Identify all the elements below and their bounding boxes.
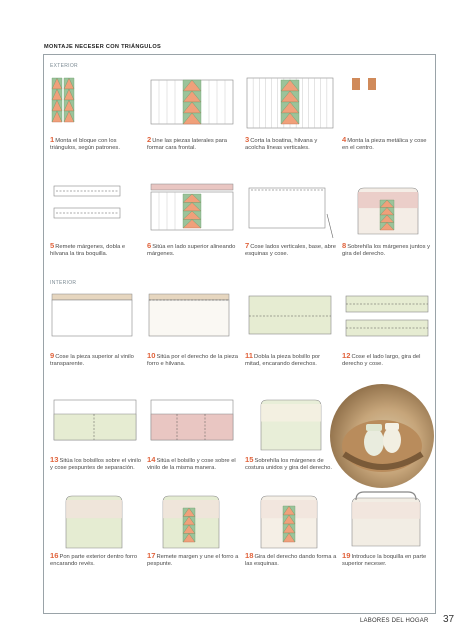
- step-9: [50, 288, 142, 368]
- step-illustration: [50, 178, 140, 240]
- step-number: 2: [147, 135, 152, 144]
- step-caption: [50, 136, 142, 152]
- step-number: 12: [342, 351, 351, 360]
- step-caption: [147, 552, 239, 568]
- step-caption: [50, 242, 142, 258]
- step-number: 19: [342, 551, 351, 560]
- step-caption: [147, 136, 239, 152]
- step-17: [147, 488, 239, 568]
- step-number: 17: [147, 551, 156, 560]
- step-caption: [245, 136, 337, 152]
- step-illustration: [342, 288, 432, 350]
- step-text: Cose lados verticales, base, abre esquinas y cose.: [245, 244, 336, 257]
- section-interior-label: INTERIOR: [50, 280, 77, 286]
- step-illustration: [50, 488, 140, 550]
- step-illustration: [245, 72, 335, 134]
- step-8: [342, 178, 434, 258]
- step-19: [342, 488, 434, 568]
- step-illustration: [245, 178, 335, 240]
- step-caption: [342, 242, 434, 258]
- step-illustration: [50, 392, 140, 454]
- step-caption: [245, 352, 337, 368]
- step-3: [245, 72, 337, 152]
- step-caption: [245, 456, 337, 472]
- step-16: [50, 488, 142, 568]
- step-text: Monta la pieza metálica y cose en el centro.: [342, 138, 427, 151]
- step-caption: [342, 352, 434, 368]
- step-text: Remete margen y une el forro a pespunte.: [147, 554, 239, 567]
- step-15: [245, 392, 337, 472]
- step-illustration: [342, 178, 432, 240]
- step-text: Remete márgenes, dobla e hilvana la tira boquilla.: [50, 244, 126, 257]
- step-text: Cose la pieza superior al vinilo transparente.: [50, 354, 134, 367]
- step-6: [147, 178, 239, 258]
- step-caption: [245, 242, 337, 258]
- step-7: [245, 178, 337, 258]
- step-5: [50, 178, 142, 258]
- step-12: [342, 288, 434, 368]
- step-number: 16: [50, 551, 59, 560]
- step-caption: [147, 242, 239, 258]
- step-number: 6: [147, 241, 152, 250]
- step-text: Dobla la pieza bolsillo por mitad, encarando derechos.: [245, 354, 321, 367]
- page-title: MONTAJE NECESER CON TRIÁNGULOS: [44, 44, 162, 50]
- step-illustration: [342, 72, 432, 134]
- step-caption: [50, 456, 142, 472]
- section-exterior-label: EXTERIOR: [50, 63, 78, 69]
- step-text: Une las piezas laterales para formar cara frontal.: [147, 138, 227, 151]
- step-caption: [50, 352, 142, 368]
- step-illustration: [50, 288, 140, 350]
- step-number: 18: [245, 551, 254, 560]
- step-illustration: [147, 288, 237, 350]
- step-text: Sitúa los bolsillos sobre el vinilo y cose pespuntes de separación.: [50, 458, 141, 471]
- step-13: [50, 392, 142, 472]
- step-number: 1: [50, 135, 55, 144]
- step-number: 15: [245, 455, 254, 464]
- step-text: Corta la boatina, hilvana y acolcha líneas verticales.: [245, 138, 318, 151]
- step-text: Sitúa el bolsillo y cose sobre el vinilo de la misma manera.: [147, 458, 236, 471]
- step-text: Cose el lado largo, gira del derecho y cose.: [342, 354, 421, 367]
- step-caption: [147, 352, 239, 368]
- step-text: Sobrehíla los márgenes juntos y gira del derecho.: [342, 244, 431, 257]
- step-number: 5: [50, 241, 55, 250]
- step-caption: [342, 136, 434, 152]
- step-2: [147, 72, 239, 152]
- step-caption: [342, 552, 434, 568]
- step-text: Introduce la boquilla en parte superior neceser.: [342, 554, 427, 567]
- step-number: 9: [50, 351, 55, 360]
- step-number: 11: [245, 351, 254, 360]
- step-number: 14: [147, 455, 156, 464]
- step-11: [245, 288, 337, 368]
- step-illustration: [245, 488, 335, 550]
- step-illustration: [147, 72, 237, 134]
- step-illustration: [245, 392, 335, 454]
- step-illustration: [50, 72, 140, 134]
- step-10: [147, 288, 239, 368]
- step-number: 13: [50, 455, 59, 464]
- step-number: 8: [342, 241, 347, 250]
- step-1: [50, 72, 142, 152]
- step-number: 10: [147, 351, 156, 360]
- step-caption: [50, 552, 142, 568]
- step-text: Gira del derecho dando forma a las esquinas.: [245, 554, 337, 567]
- step-text: Sitúa por el derecho de la pieza forro e hilvana.: [147, 354, 238, 367]
- page-number: 37: [443, 614, 455, 625]
- step-text: Monta el bloque con los triángulos, según patrones.: [50, 138, 120, 151]
- finished-bag-photo: [330, 384, 434, 488]
- step-text: Sobrehíla los márgenes de costura unidos y gira del derecho.: [245, 458, 333, 471]
- step-18: [245, 488, 337, 568]
- step-4: [342, 72, 434, 152]
- step-text: Sitúa en lado superior alineando márgenes.: [147, 244, 236, 257]
- step-caption: [147, 456, 239, 472]
- step-caption: [245, 552, 337, 568]
- step-number: 4: [342, 135, 347, 144]
- step-14: [147, 392, 239, 472]
- step-illustration: [245, 288, 335, 350]
- step-number: 7: [245, 241, 250, 250]
- step-illustration: [147, 488, 237, 550]
- step-illustration: [147, 392, 237, 454]
- step-number: 3: [245, 135, 250, 144]
- step-illustration: [342, 488, 432, 550]
- magazine-name: LABORES DEL HOGAR: [360, 618, 429, 624]
- step-illustration: [147, 178, 237, 240]
- step-text: Pon parte exterior dentro forro encarando revés.: [50, 554, 138, 567]
